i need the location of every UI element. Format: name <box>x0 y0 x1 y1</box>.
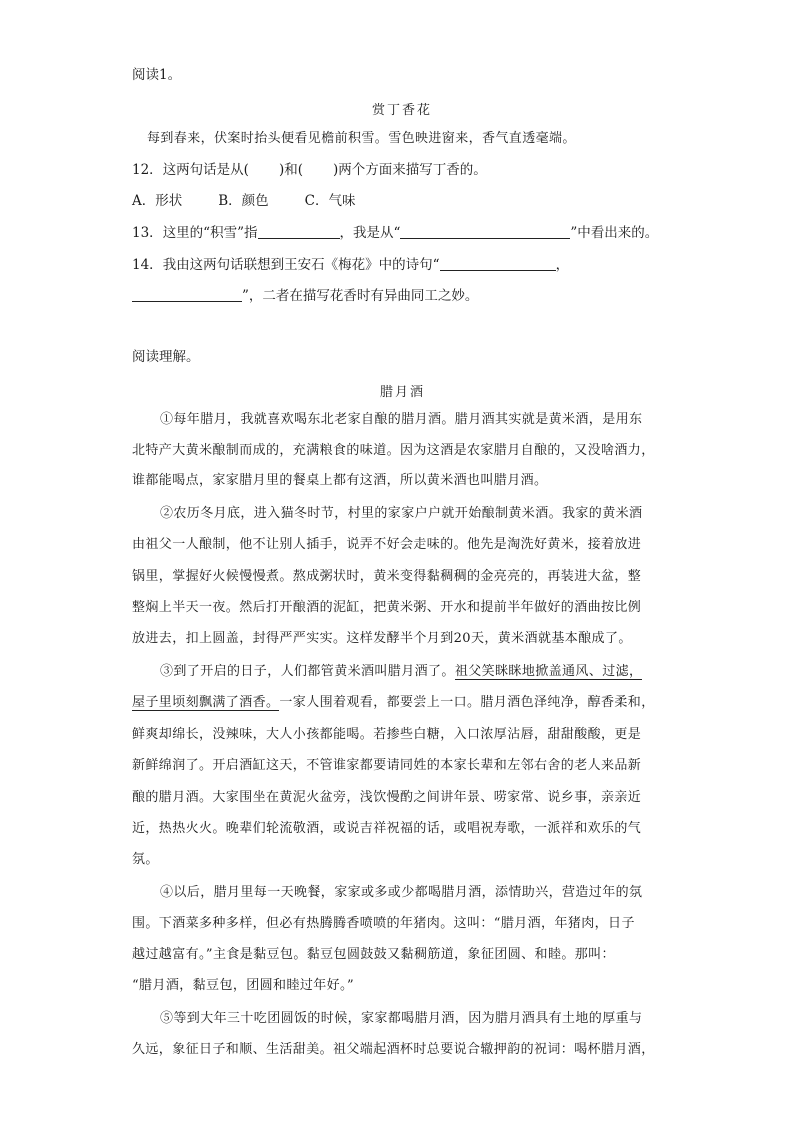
para2-line: 锅里，掌握好火候慢慢煮。熬成粥状时，黄米变得黏稠稠的金亮亮的，再装进大盆，整 <box>132 569 642 584</box>
underlined-sentence: 屋子里顷刻飘满了酒香。 <box>132 695 280 710</box>
para2-line: 由祖父一人酿制，他不让别人插手，说弄不好会走味的。他先是淘洗好黄米，接着放进 <box>132 537 642 552</box>
section2-title: 腊月酒 <box>380 385 426 400</box>
answer-blank[interactable] <box>440 256 556 271</box>
para3-line: 酿的腊月酒。大家围坐在黄泥火盆旁，浅饮慢酌之间讲年景、唠家常、说乡事，亲亲近 <box>132 790 642 805</box>
para3-line: ③到了开启的日子，人们都管黄米酒叫腊月酒了。祖父笑眯眯地掀盖通风、过滤， <box>160 664 643 679</box>
question-14-cont: ”，二者在描写花香时有异曲同工之妙。 <box>132 287 478 305</box>
question-12: 12．这两句话是从( )和( )两个方面来描写丁香的。 <box>132 162 487 178</box>
para5-line: 久远，象征日子和顺、生活甜美。祖父端起酒杯时总要说合辙押韵的祝词：喝杯腊月酒， <box>132 1042 655 1057</box>
answer-blank[interactable] <box>258 224 340 239</box>
question-14: 14．我由这两句话联想到王安石《梅花》中的诗句“ ， <box>132 257 570 273</box>
option-c[interactable]: C．气味 <box>304 193 356 209</box>
question-13: 13．这里的“积雪”指 ，我是从“ ”中看出来的。 <box>132 225 659 241</box>
para3-line: 鲜爽却绵长，没辣味，大人小孩都能喝。若掺些白糖，入口浓厚沾唇，甜甜酸酸，更是 <box>132 727 642 742</box>
underlined-sentence: 祖父笑眯眯地掀盖通风、过滤， <box>454 664 643 679</box>
option-b[interactable]: B．颜色 <box>218 193 269 209</box>
section1-passage: 每到春来，伏案时抬头便看见檐前积雪。雪色映进窗来，香气直透毫端。 <box>147 131 576 146</box>
para4-line: 围。下酒菜多种多样，但必有热腾腾香喷喷的年猪肉。这叫：“腊月酒，年猪肉，日子 <box>132 916 635 931</box>
para1-line: 谁都能喝点，家家腊月里的餐桌上都有这酒，所以黄米酒也叫腊月酒。 <box>132 473 548 488</box>
answer-blank[interactable] <box>400 224 570 239</box>
para2-line: ②农历冬月底，进入猫冬时节，村里的家家户户就开始酿制黄米酒。我家的黄米酒 <box>160 506 643 521</box>
para1-line: ①每年腊月，我就喜欢喝东北老家自酿的腊月酒。腊月酒其实就是黄米酒，是用东 <box>160 412 643 427</box>
section1-title: 赏丁香花 <box>372 103 433 118</box>
para1-line: 北特产大黄米酿制而成的，充满粮食的味道。因为这酒是农家腊月自酿的，又没啥酒力， <box>132 443 655 458</box>
para3-line: 近，热热火火。晚辈们轮流敬酒，或说吉祥祝福的话，或唱祝寿歌，一派祥和欢乐的气 <box>132 821 642 836</box>
para4-line: 越过越富有。”主食是黏豆包。黏豆包圆鼓鼓又黏稠筋道，象征团圆、和睦。那叫： <box>132 947 615 962</box>
section2-heading: 阅读理解。 <box>132 349 200 365</box>
answer-blank[interactable] <box>132 287 242 302</box>
para3-line: 屋子里顷刻飘满了酒香。一家人围着观看，都要尝上一口。腊月酒色泽纯净，醇香柔和， <box>132 695 655 710</box>
question-12-options <box>132 192 392 210</box>
para3-line: 新鲜绵润了。开启酒缸这天，不管谁家都要请同姓的本家长辈和左邻右舍的老人来品新 <box>132 758 642 773</box>
para3-line: 氛。 <box>132 852 159 867</box>
para5-line: ⑤等到大年三十吃团圆饭的时候，家家都喝腊月酒，因为腊月酒具有土地的厚重与 <box>160 1011 643 1026</box>
option-a[interactable]: A．形状 <box>132 193 183 209</box>
para2-line: 放进去，扣上圆盖，封得严严实实。这样发酵半个月到20天，黄米酒就基本酿成了。 <box>132 631 632 646</box>
para2-line: 整焖上半天一夜。然后打开酿酒的泥缸，把黄米粥、开水和提前半年做好的酒曲按比例 <box>132 600 642 615</box>
para4-line: “腊月酒，黏豆包，团圆和睦过年好。” <box>132 978 354 993</box>
section1-heading: 阅读1。 <box>132 67 182 83</box>
para4-line: ④以后，腊月里每一天晚餐，家家或多或少都喝腊月酒，添情助兴，营造过年的氛 <box>160 885 643 900</box>
